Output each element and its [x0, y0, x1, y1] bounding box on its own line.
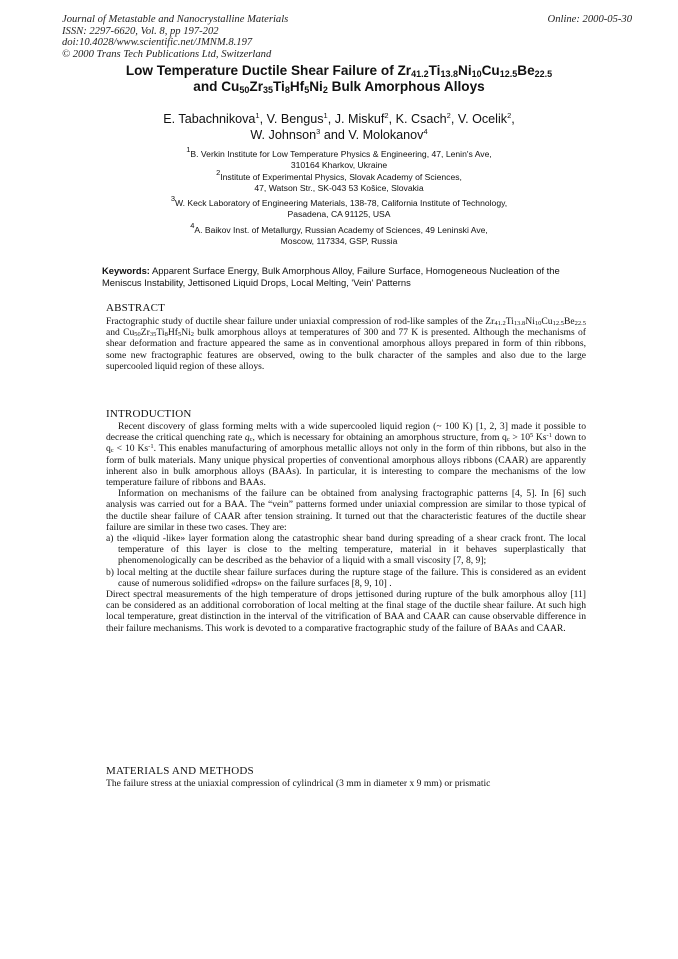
affiliation-3: $^3$W. Keck Laboratory of Engineering Materials, 138-78, California Institute of Technology, Pasadena, CA 91125, USA: [170, 194, 508, 219]
journal-header: [62, 14, 442, 60]
intro-item-b: b) local melting at the ductile shear failure surfaces during the rupture stage of the failure. This is considered as an evident cause of numerous solidified «drops» on the failure surfaces [8, 9, 10] .: [106, 566, 586, 589]
abstract-heading: ABSTRACT: [106, 302, 166, 314]
methods-heading: MATERIALS AND METHODS: [106, 765, 254, 777]
affiliation-1: $^1$B. Verkin Institute for Low Temperature Physics & Engineering, 47, Lenin's Ave, 310164 Kharkov, Ukraine: [186, 145, 492, 170]
intro-paragraph-1: Recent discovery of glass forming melts with a wide supercooled liquid region (~ 100 K) [1, 2, 3] made it possible to decrease the critical quenching rate $q_c$, which is necessary for obtaining an amorphous structure, from $q_c > 10^5$ $Ks^{-1}$ down to $q_c < 10$ $Ks^{-1}$. This enables manufacturing of amorphous metallic alloys not only in the form of thin ribbons, but also in the form of bulk materials. Many unique physical properties of conventional amorphous alloys ribbons (CAAR) are apparently inherent also in bulk amorphous alloys (BAAs). In particular, it is interesting to compare the mechanisms of the low temperature failure of ribbons and BAAs.: [106, 421, 587, 489]
affiliation-2: $^2$Institute of Experimental Physics, Slovak Academy of Sciences, 47, Watson Str., SK-043 53 Košice, Slovakia: [216, 168, 462, 193]
intro-paragraph-2: Information on mechanisms of the failure can be obtained from analysing fractographic patterns [4, 5]. In [6] such analysis was carried out for a BAA. The “vein” patterns formed under uniaxial compression are similar to those typical of the ductile shear failure of CAAR after tension straining. It turned out that the characteristic features of the ductile shear failure are similar in these two cases. They are:: [106, 488, 586, 533]
methods-body: The failure stress at the uniaxial compression of cylindrical (3 mm in diameter x 9 mm) or prismatic: [106, 778, 491, 789]
paper-title: Low Temperature Ductile Shear Failure of $Zr_{41.2}Ti_{13.8}Ni_{10}Cu_{12.5}Be_{22.5}$ and $Cu_{50}Zr_{35}Ti_8Hf_5Ni_2$ Bulk Amorphous Alloys: [125, 63, 553, 95]
keywords-text: Apparent Surface Energy, Bulk Amorphous Alloy, Failure Surface, Homogeneous Nucleation of the Meniscus Instability, Jettisoned Liquid Drops, Local Melting, 'Vein' Patterns: [102, 265, 560, 288]
online-date: Online: 2000-05-30: [547, 14, 632, 25]
formula-zr: $Zr_{41.2}Ti_{13.8}Ni_{10}Cu_{12.5}Be_{22.5}$: [485, 316, 586, 327]
journal-issn: ISSN: 2297-6620, Vol. 8, pp 197-202: [62, 25, 219, 37]
journal-doi: doi:10.4028/www.scientific.net/JMNM.8.197: [62, 37, 253, 49]
intro-paragraph-3: Direct spectral measurements of the high temperature of drops jettisoned during rupture of the bulk amorphous alloy [11] can be considered as an additional corroboration of local melting at the final stage of the ductile shear failure. At such high local temperature, great distinction in the interval of the vitrification of BAA and CAAR can cause observable difference in their failure mechanisms. This work is devoted to a comparative fractographic study of the failure of BAAs and CAAR.: [106, 589, 586, 634]
author-list: E. Tabachnikova$^1$, V. Bengus$^1$, J. Miskuf$^2$, K. Csach$^2$, V. Ocelik$^2$, W. Johnson$^3$ and V. Molokanov$^4$: [163, 111, 515, 142]
keywords: [102, 265, 582, 288]
abstract-body: Fractographic study of ductile shear failure under uniaxial compression of rod-like samples of the $Zr_{41.2}Ti_{13.8}Ni_{10}Cu_{12.5}Be_{22.5}$ and $Cu_{50}Zr_{35}Ti_8Hf_5Ni_2$ bulk amorphous alloys at temperatures of 300 and 77 K is presented. Although the mechanisms of shear deformation and fracture appeared the same as in conventional amorphous alloys prepared in form of thin ribbons, some new fractographic features are observed, owing to the bulk character of the samples and also due to the large supercooled liquid region of these alloys.: [106, 316, 586, 372]
introduction-body: [106, 421, 586, 634]
journal-copyright: © 2000 Trans Tech Publications Ltd, Switzerland: [62, 48, 272, 60]
journal-name: Journal of Metastable and Nanocrystalline Materials: [62, 14, 289, 25]
introduction-heading: INTRODUCTION: [106, 408, 192, 420]
affiliation-4: $^4$A. Baikov Inst. of Metallurgy, Russian Academy of Sciences, 49 Leninski Ave, Moscow, 117334, GSP, Russia: [190, 221, 488, 246]
formula-cu: $Cu_{50}Zr_{35}Ti_8Hf_5Ni_2$: [123, 327, 195, 339]
keywords-label: Keywords:: [102, 265, 150, 276]
intro-item-a: a) the «liquid -like» layer formation along the catastrophic shear band during spreading of a shear crack front. The local temperature of this layer is close to the melting temperature, material in it behaves superplastically that phenomenologically can be described as the behavior of a liquid with a small viscosity [7, 8, 9];: [106, 533, 586, 567]
